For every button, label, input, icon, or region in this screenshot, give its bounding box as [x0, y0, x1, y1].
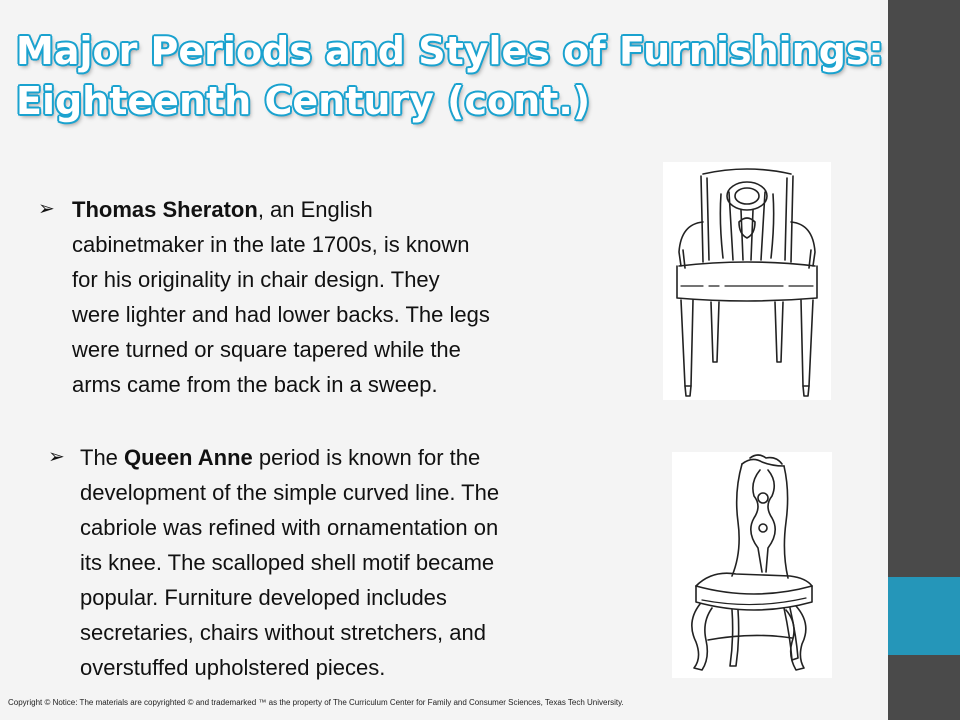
bullet-sheraton-line-1: , an English: [257, 197, 373, 222]
bullet-queen-anne-line-7: overstuffed upholstered pieces.: [80, 655, 386, 680]
slide-title: [16, 26, 884, 126]
bullet-sheraton-line-5: were turned or square tapered while the: [72, 337, 461, 362]
bullet-sheraton: [38, 192, 628, 402]
bullet-queen-anne: [48, 440, 658, 685]
bullet-queen-anne-line-3: cabriole was refined with ornamentation on: [80, 515, 499, 540]
side-accent-block: [888, 577, 960, 655]
title-line-2: Eighteenth Century (cont.): [16, 79, 591, 123]
bullet-queen-anne-line-1: period is known for the: [252, 445, 481, 470]
bullet-queen-anne-prefix: The: [80, 445, 125, 470]
bullet-sheraton-line-3: for his originality in chair design. They: [72, 267, 440, 292]
title-line-1: Major Periods and Styles of Furnishings:: [16, 29, 884, 73]
queen-anne-chair-illustration: [672, 452, 832, 678]
bullet-sheraton-line-4: were lighter and had lower backs. The legs: [72, 302, 490, 327]
bullet-sheraton-bold: Thomas Sheraton: [72, 197, 258, 222]
sheraton-chair-illustration: [663, 162, 831, 400]
copyright-notice: Copyright © Notice: The materials are copyrighted © and trademarked ™ as the property of The Curriculum Center for Family and Consumer Sciences, Texas Tech University.: [8, 698, 624, 707]
arrow-bullet-icon: ➢: [48, 446, 65, 468]
bullet-queen-anne-bold: Queen Anne: [124, 445, 253, 470]
bullet-queen-anne-text: [80, 440, 658, 685]
bullet-sheraton-line-2: cabinetmaker in the late 1700s, is known: [72, 232, 470, 257]
bullet-queen-anne-line-6: secretaries, chairs without stretchers, and: [80, 620, 486, 645]
bullet-sheraton-text: [72, 192, 628, 402]
arrow-bullet-icon: ➢: [38, 198, 55, 220]
bullet-queen-anne-line-4: its knee. The scalloped shell motif became: [80, 550, 495, 575]
bullet-queen-anne-line-2: development of the simple curved line. The: [80, 480, 500, 505]
bullet-sheraton-line-6: arms came from the back in a sweep.: [72, 372, 438, 397]
bullet-queen-anne-line-5: popular. Furniture developed includes: [80, 585, 447, 610]
